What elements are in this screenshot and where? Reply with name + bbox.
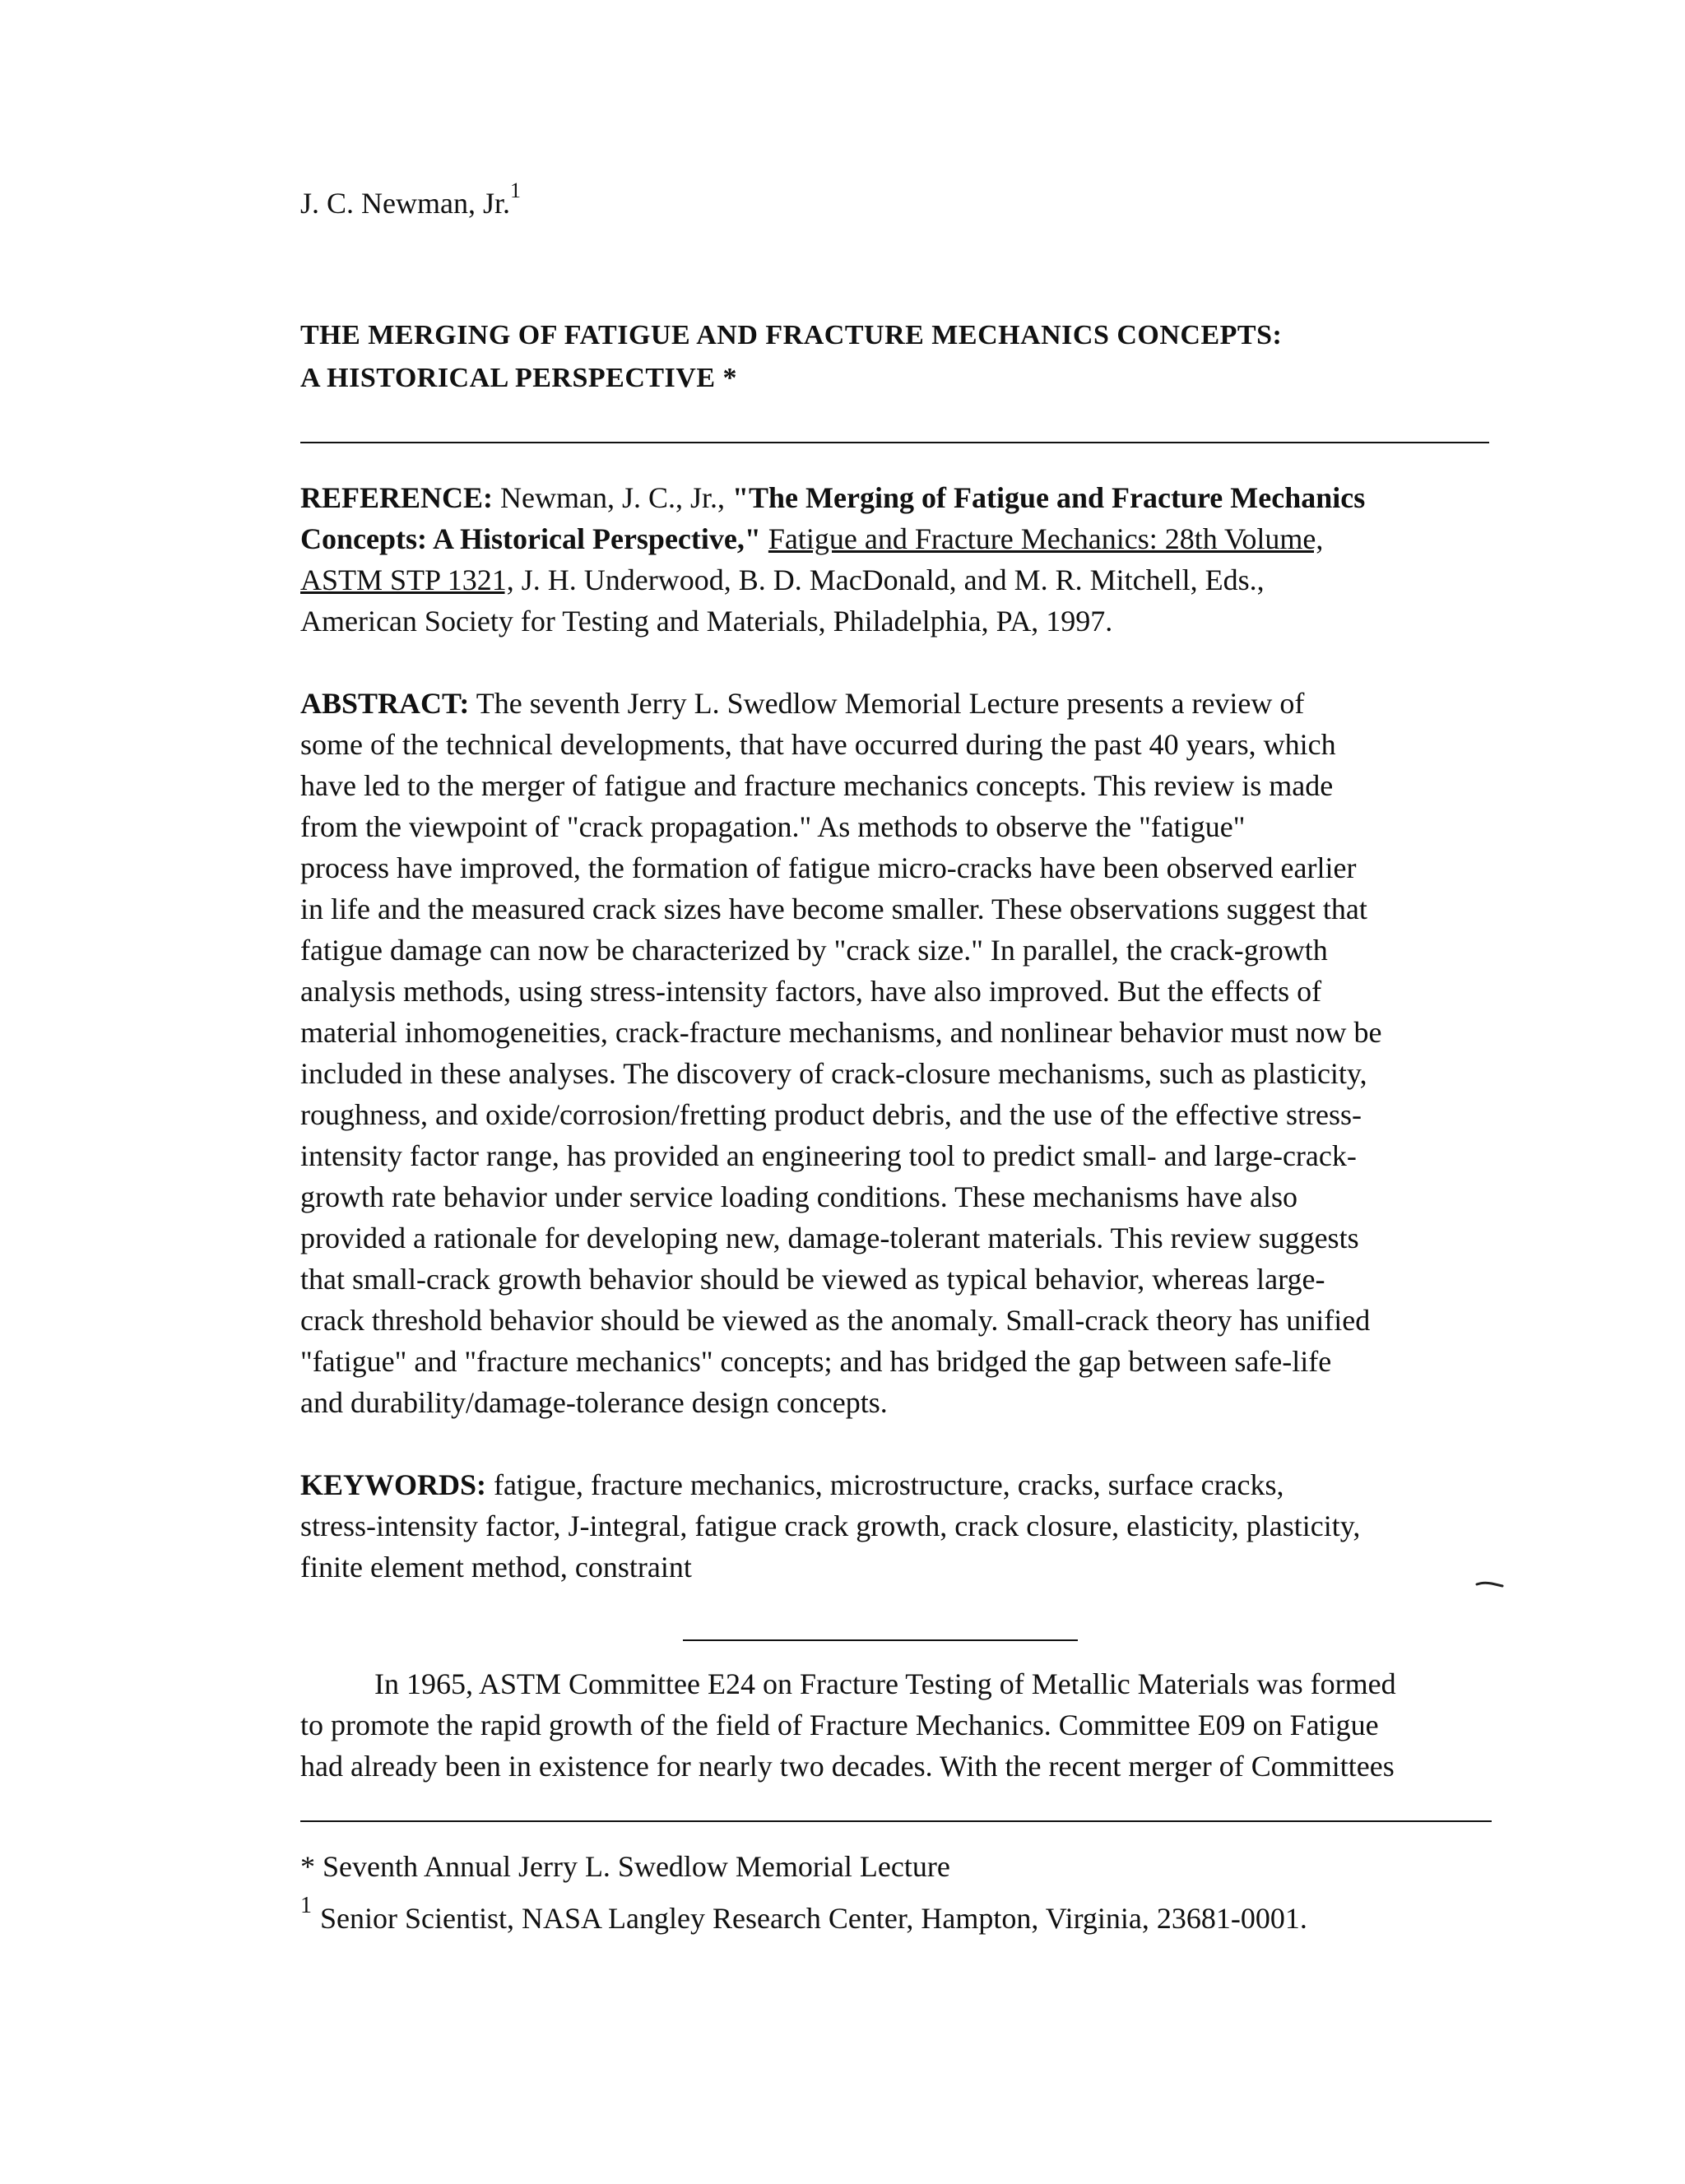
abstract-line: provided a rationale for developing new, damage-tolerant materials. This review suggests bbox=[300, 1222, 1359, 1254]
author-name: J. C. Newman, Jr. bbox=[300, 187, 510, 220]
keywords-block bbox=[300, 1464, 1502, 1588]
abstract-line: "fatigue" and "fracture mechanics" concepts; and has bridged the gap between safe-life bbox=[300, 1345, 1332, 1378]
footnote-one bbox=[300, 1893, 1307, 1936]
abstract-line: process have improved, the formation of fatigue micro-cracks have been observed earlier bbox=[300, 851, 1357, 884]
keywords-line: stress-intensity factor, J-integral, fatigue crack growth, crack closure, elasticity, plasticity, bbox=[300, 1509, 1361, 1542]
title-line-2: A HISTORICAL PERSPECTIVE * bbox=[300, 363, 738, 393]
footnote-one-marker: 1 bbox=[300, 1893, 312, 1918]
reference-paper-title-part1: "The Merging of Fatigue and Fracture Mechanics bbox=[732, 481, 1366, 514]
intro-line: In 1965, ASTM Committee E24 on Fracture Testing of Metallic Materials was formed bbox=[374, 1667, 1396, 1700]
abstract-line: have led to the merger of fatigue and fracture mechanics concepts. This review is made bbox=[300, 769, 1334, 802]
abstract-line: and durability/damage-tolerance design concepts. bbox=[300, 1386, 888, 1419]
intro-paragraph bbox=[300, 1663, 1502, 1787]
abstract-line: intensity factor range, has provided an engineering tool to predict small- and large-crack- bbox=[300, 1139, 1357, 1172]
abstract-line: crack threshold behavior should be viewed as the anomaly. Small-crack theory has unified bbox=[300, 1304, 1371, 1337]
abstract-line-1 bbox=[300, 683, 1502, 724]
keywords-line-1 bbox=[300, 1464, 1502, 1505]
author-footnote-marker: 1 bbox=[510, 179, 521, 202]
footnote-star: * Seventh Annual Jerry L. Swedlow Memorial Lecture bbox=[300, 1850, 950, 1883]
keywords-line: finite element method, constraint bbox=[300, 1551, 692, 1584]
abstract-block bbox=[300, 683, 1502, 1423]
footnote-divider bbox=[300, 1820, 1492, 1822]
reference-line-3 bbox=[300, 559, 1502, 600]
reference-line-2 bbox=[300, 518, 1502, 559]
abstract-first-text: The seventh Jerry L. Swedlow Memorial Lecture presents a review of bbox=[469, 687, 1305, 720]
reference-editors: J. H. Underwood, B. D. MacDonald, and M. R. Mitchell, Eds., bbox=[513, 563, 1265, 596]
reference-line-4: American Society for Testing and Materials, Philadelphia, PA, 1997. bbox=[300, 605, 1113, 638]
abstract-line: fatigue damage can now be characterized by "crack size." In parallel, the crack-growth bbox=[300, 934, 1328, 967]
dash-mark-svg bbox=[1475, 1579, 1505, 1591]
reference-line-1 bbox=[300, 477, 1502, 518]
abstract-line: included in these analyses. The discovery of crack-closure mechanisms, such as plasticity, bbox=[300, 1057, 1367, 1090]
abstract-line: from the viewpoint of "crack propagation." As methods to observe the "fatigue" bbox=[300, 810, 1246, 843]
abstract-line: in life and the measured crack sizes have become smaller. These observations suggest that bbox=[300, 893, 1367, 925]
reference-citation-author: Newman, J. C., Jr., bbox=[493, 481, 733, 514]
title-line-1: THE MERGING OF FATIGUE AND FRACTURE MECHANICS CONCEPTS: bbox=[300, 320, 1283, 350]
intro-line: had already been in existence for nearly two decades. With the recent merger of Committees bbox=[300, 1750, 1395, 1783]
keywords-label: KEYWORDS: bbox=[300, 1468, 487, 1501]
reference-stp-number: ASTM STP 1321, bbox=[300, 563, 514, 596]
paper-title bbox=[300, 314, 1502, 400]
reference-volume-title: Fatigue and Fracture Mechanics: 28th Volume, bbox=[768, 522, 1324, 555]
author-line bbox=[300, 179, 521, 221]
reference-block bbox=[300, 477, 1502, 642]
abstract-line: some of the technical developments, that have occurred during the past 40 years, which bbox=[300, 728, 1336, 761]
reference-paper-title-part2: Concepts: A Historical Perspective," bbox=[300, 522, 761, 555]
reference-label: REFERENCE: bbox=[300, 481, 494, 514]
abstract-line: material inhomogeneities, crack-fracture mechanisms, and nonlinear behavior must now be bbox=[300, 1016, 1382, 1049]
abstract-line: that small-crack growth behavior should be viewed as typical behavior, whereas large- bbox=[300, 1263, 1325, 1296]
section-divider bbox=[683, 1639, 1078, 1641]
dash-mark-icon bbox=[1475, 1569, 1505, 1597]
abstract-label: ABSTRACT: bbox=[300, 687, 470, 720]
abstract-line: growth rate behavior under service loading conditions. These mechanisms have also bbox=[300, 1180, 1297, 1213]
abstract-line: analysis methods, using stress-intensity factors, have also improved. But the effects of bbox=[300, 975, 1322, 1008]
abstract-line: roughness, and oxide/corrosion/fretting product debris, and the use of the effective stress- bbox=[300, 1098, 1362, 1131]
keywords-first-text: fatigue, fracture mechanics, microstructure, cracks, surface cracks, bbox=[486, 1468, 1284, 1501]
footnote-one-text: Senior Scientist, NASA Langley Research Center, Hampton, Virginia, 23681-0001. bbox=[320, 1902, 1307, 1935]
title-divider bbox=[300, 442, 1489, 443]
intro-line: to promote the rapid growth of the field of Fracture Mechanics. Committee E09 on Fatigue bbox=[300, 1709, 1379, 1741]
